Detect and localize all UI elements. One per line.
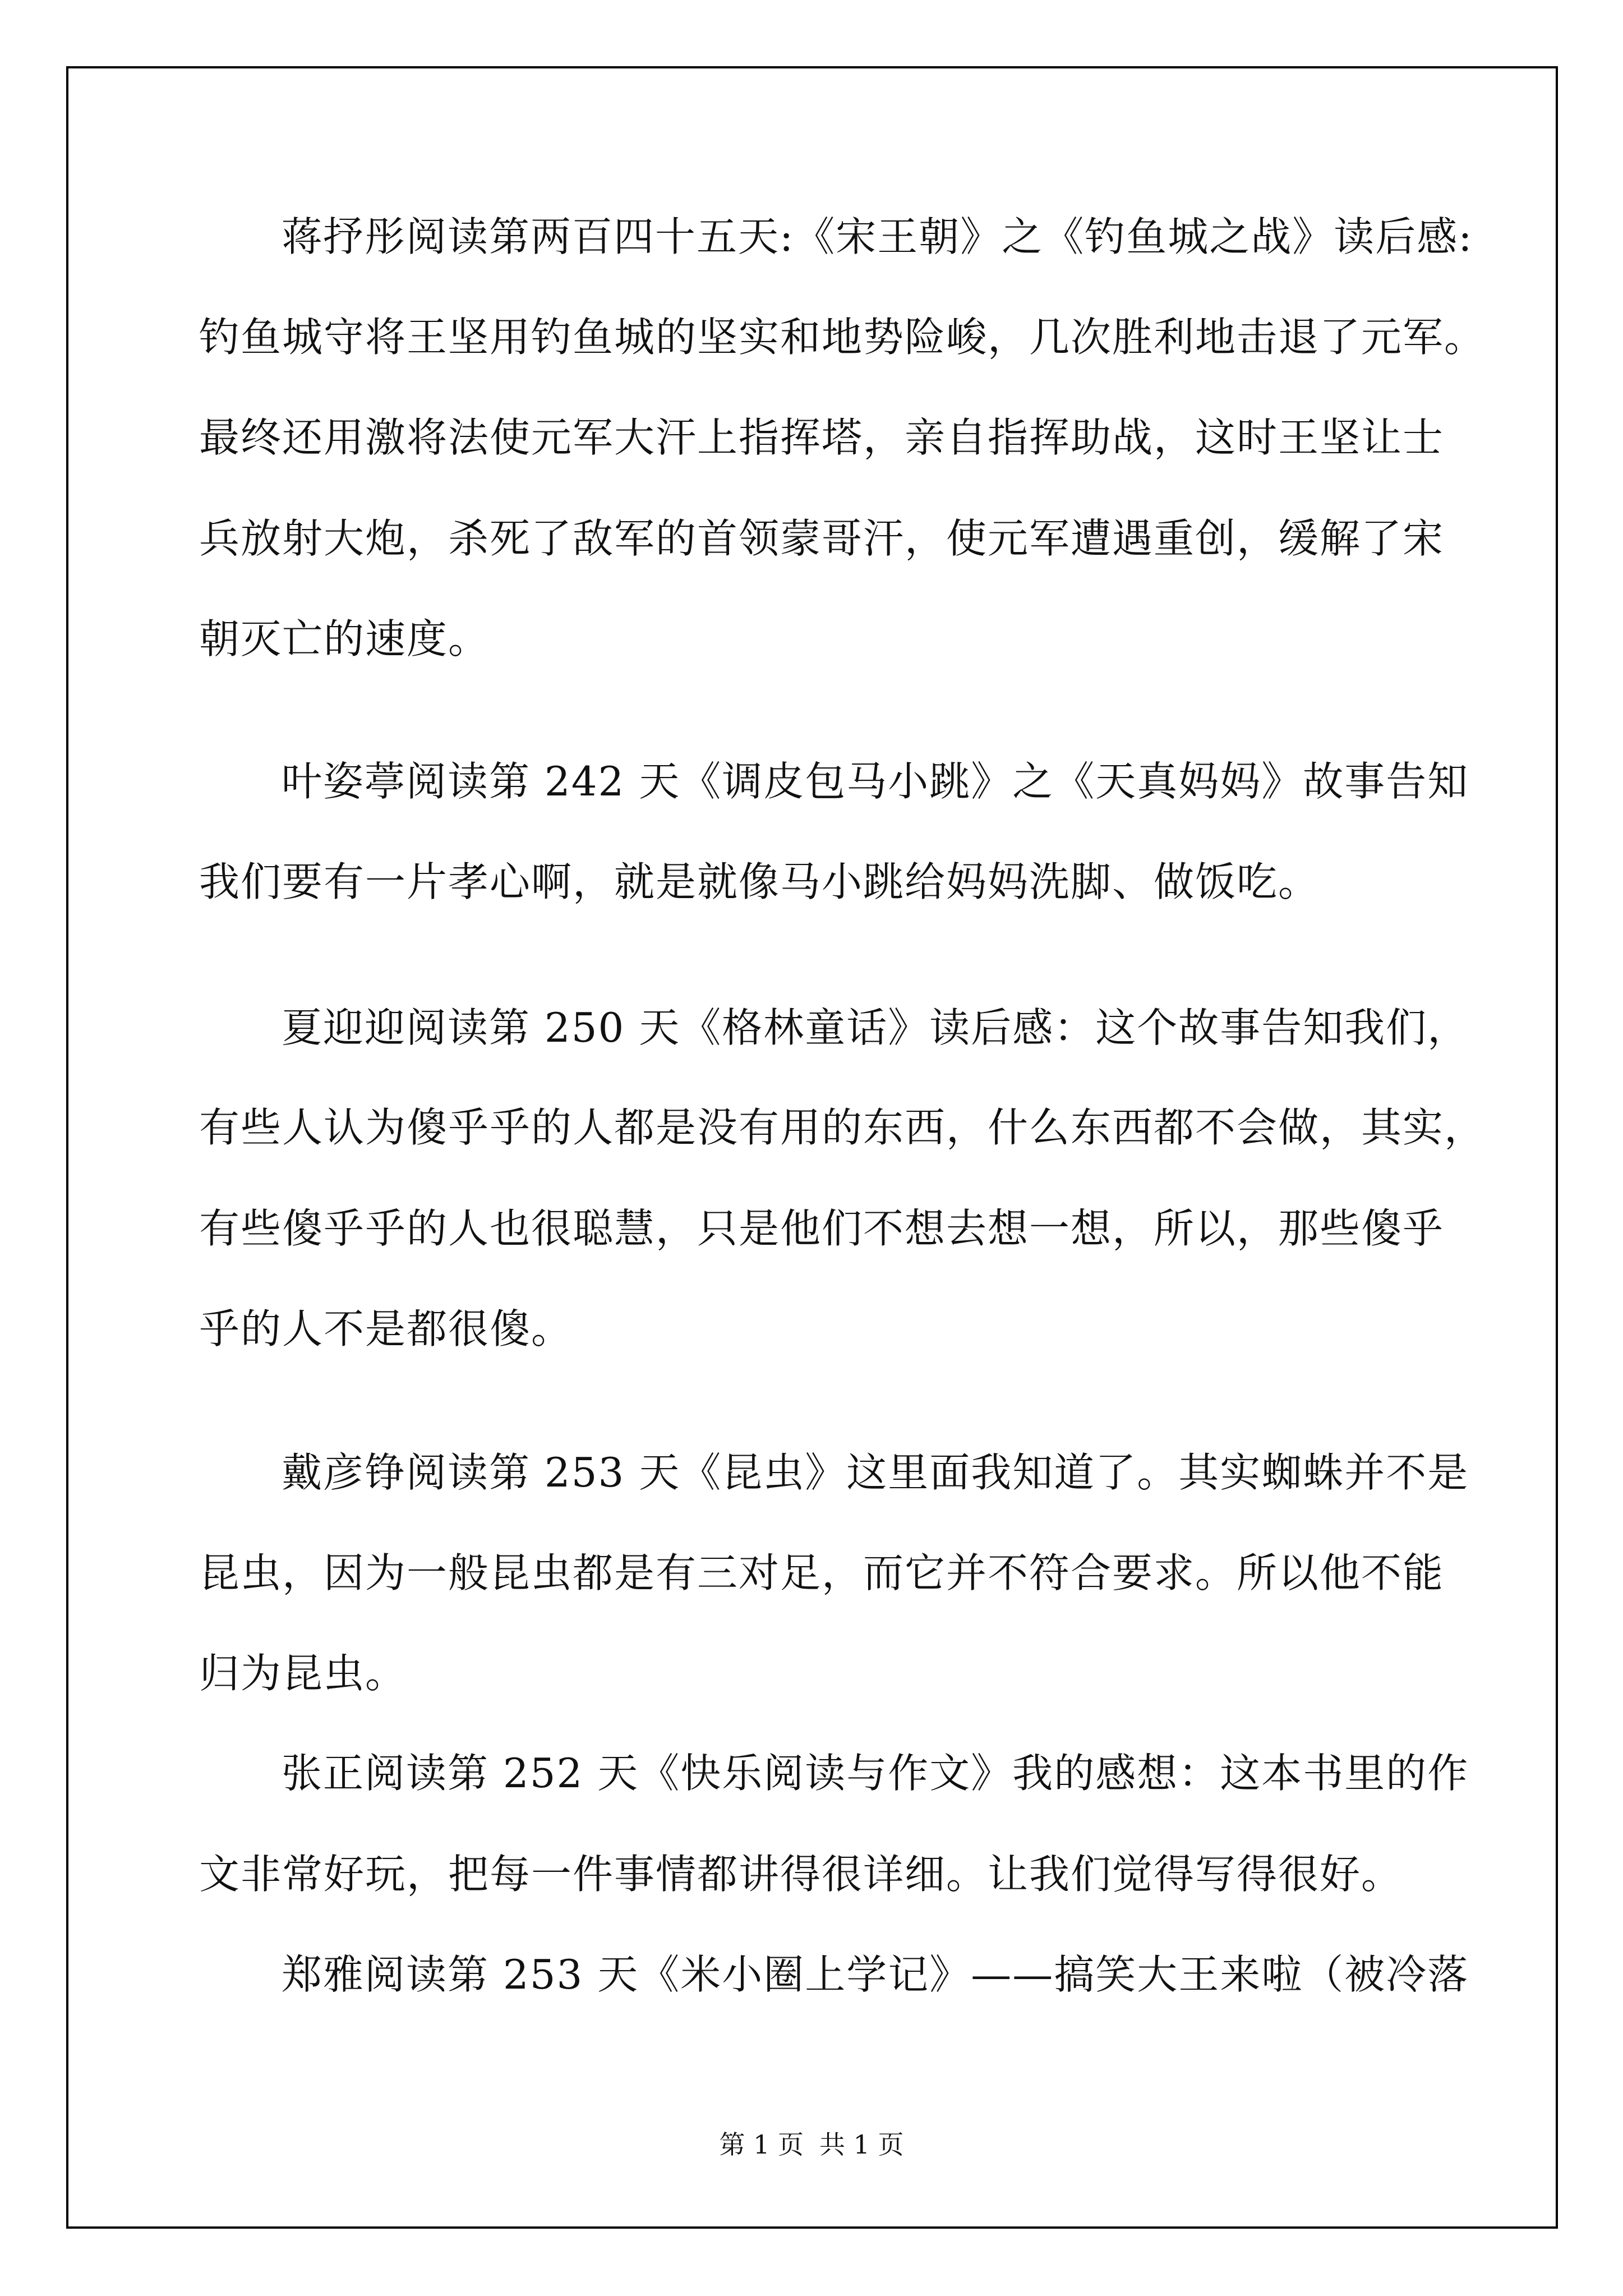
page-footer xyxy=(0,2128,1623,2161)
text-line: 夏迎迎阅读第 250 天《格林童话》读后感：这个故事告知我们， xyxy=(282,1004,1469,1051)
text-line: 戴彦铮阅读第 253 天《昆虫》这里面我知道了。其实蜘蛛并不是 xyxy=(282,1449,1469,1496)
text-line: 我们要有一片孝心啊，就是就像马小跳给妈妈洗脚、做饭吃。 xyxy=(199,858,1320,905)
text-line: 乎的人不是都很傻。 xyxy=(199,1305,573,1352)
text-line: 文非常好玩，把每一件事情都讲得很详细。让我们觉得写得很好。 xyxy=(199,1851,1403,1898)
text-line: 归为昆虫。 xyxy=(199,1650,407,1697)
text-line: 朝灭亡的速度。 xyxy=(199,615,490,662)
text-line: 叶姿葶阅读第 242 天《调皮包马小跳》之《天真妈妈》故事告知 xyxy=(282,758,1469,805)
text-line: 昆虫，因为一般昆虫都是有三对足，而它并不符合要求。所以他不能 xyxy=(199,1549,1445,1596)
text-line: 最终还用激将法使元军大汗上指挥塔，亲自指挥助战，这时王坚让士 xyxy=(199,414,1445,461)
text-line: 张正阅读第 252 天《快乐阅读与作文》我的感想：这本书里的作 xyxy=(282,1750,1469,1797)
text-line: 有些傻乎乎的人也很聪慧，只是他们不想去想一想，所以，那些傻乎 xyxy=(199,1205,1445,1252)
page-total: 共 1 页 xyxy=(819,2129,904,2160)
page-number: 第 1 页 xyxy=(719,2129,804,2160)
text-line: 郑雅阅读第 253 天《米小圈上学记》——搞笑大王来啦（被冷落 xyxy=(282,1951,1469,1998)
text-line: 蒋抒彤阅读第两百四十五天:《宋王朝》之《钓鱼城之战》读后感: xyxy=(282,213,1473,260)
text-line: 兵放射大炮，杀死了敌军的首领蒙哥汗，使元军遭遇重创，缓解了宋 xyxy=(199,515,1445,562)
text-line: 钓鱼城守将王坚用钓鱼城的坚实和地势险峻，几次胜利地击退了元军。 xyxy=(199,314,1486,361)
text-line: 有些人认为傻乎乎的人都是没有用的东西，什么东西都不会做，其实， xyxy=(199,1104,1486,1151)
